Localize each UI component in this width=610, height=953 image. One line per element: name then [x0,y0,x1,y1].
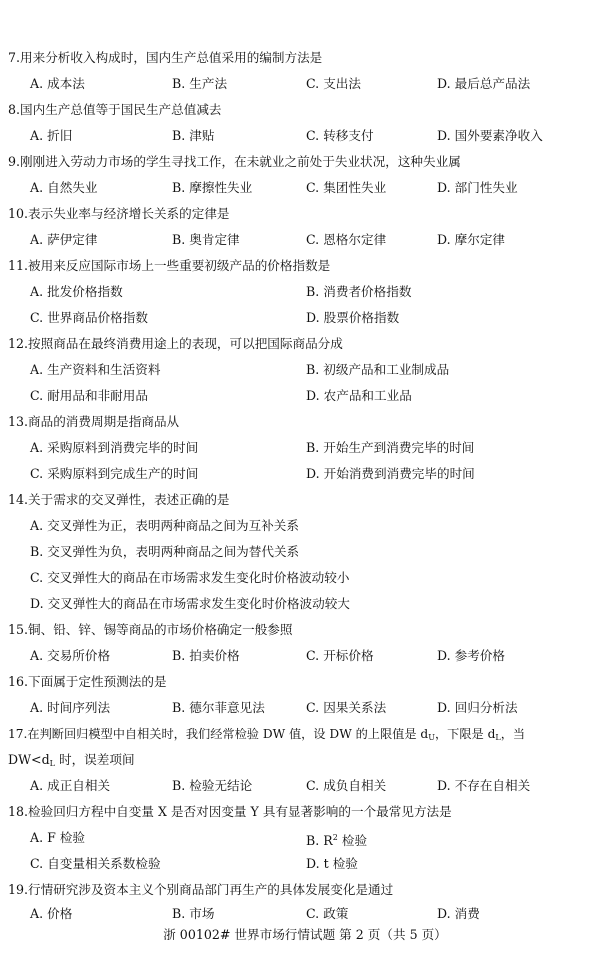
page-footer: 浙 00102# 世界市场行情试题 第 2 页（共 5 页） [163,927,447,942]
option-c: C. 恩格尔定律 [306,232,387,247]
subscript-l: L [495,733,501,742]
option-c: C. 交叉弹性大的商品在市场需求发生变化时价格波动较小 [30,570,350,585]
question-15-stem: 15.铜、铅、锌、锡等商品的市场价格确定一般参照 [8,622,293,637]
option-d: D. 最后总产品法 [437,76,531,91]
subscript-u: U [428,733,435,742]
option-a: A. 生产资料和生活资料 [30,362,161,377]
question-12-stem: 12.按照商品在最终消费用途上的表现，可以把国际商品分成 [8,336,343,351]
question-14-stem: 14.关于需求的交叉弹性，表述正确的是 [8,492,230,507]
option-b: B. 生产法 [172,76,228,91]
option-d: D. 参考价格 [437,648,506,663]
option-c: C. 自变量相关系数检验 [30,856,161,871]
option-c: C. 世界商品价格指数 [30,310,148,325]
option-c: C. 成负自相关 [306,778,387,793]
option-a: A. 萨伊定律 [30,232,98,247]
option-b: B. 开始生产到消费完毕的时间 [306,440,475,455]
option-d: D. 消费 [437,906,480,921]
option-a: A. 批发价格指数 [30,284,123,299]
option-a: A. 成本法 [30,76,85,91]
option-b: B. 摩擦性失业 [172,180,253,195]
superscript-2: 2 [332,833,338,842]
option-c: C. 支出法 [306,76,361,91]
option-c: C. 因果关系法 [306,700,387,715]
option-a: A. 交易所价格 [30,648,111,663]
option-d: D. 开始消费到消费完毕的时间 [306,466,475,481]
option-b: B. 津贴 [172,128,215,143]
stem2-text-part2: 时，误差项间 [54,752,135,767]
option-b: B. 市场 [172,906,215,921]
option-c: C. 开标价格 [306,648,374,663]
option-b: B. 奥肯定律 [172,232,240,247]
question-8-stem: 8.国内生产总值等于国民生产总值减去 [8,102,222,117]
stem-text-part2: ，下限是 d [434,727,496,741]
option-b: B. 拍卖价格 [172,648,240,663]
question-11-stem: 11.被用来反应国际市场上一些重要初级产品的价格指数是 [8,258,331,273]
option-b: B. 检验无结论 [172,778,253,793]
option-a: A. 交叉弹性为正，表明两种商品之间为互补关系 [30,518,299,533]
option-c: C. 采购原料到完成生产的时间 [30,466,199,481]
option-d: D. 部门性失业 [437,180,518,195]
stem2-text-part1: DW<d [8,752,50,767]
option-d: D. 摩尔定律 [437,232,506,247]
question-9-stem: 9.刚刚进入劳动力市场的学生寻找工作，在未就业之前处于失业状况，这种失业属 [8,154,461,169]
question-17-stem-line2 [0,752,610,772]
option-b-label: B. R [306,833,333,848]
option-b: B. 消费者价格指数 [306,284,412,299]
question-10-stem: 10.表示失业率与经济增长关系的定律是 [8,206,230,221]
question-16-stem: 16.下面属于定性预测法的是 [8,674,167,689]
question-7-stem: 7.用来分析收入构成时，国内生产总值采用的编制方法是 [8,50,323,65]
option-d: D. t 检验 [306,856,358,871]
option-d: D. 国外要素净收入 [437,128,543,143]
option-d: D. 股票价格指数 [306,310,400,325]
stem-text-part1: 17.在判断回归模型中自相关时，我们经常检验 DW 值，设 DW 的上限值是 d [8,727,429,741]
option-b: B. 初级产品和工业制成品 [306,362,450,377]
option-a: A. F 检验 [30,830,86,845]
option-d: D. 回归分析法 [437,700,518,715]
option-d: D. 农产品和工业品 [306,388,412,403]
option-c: C. 政策 [306,906,349,921]
option-c: C. 转移支付 [306,128,374,143]
option-d: D. 不存在自相关 [437,778,531,793]
subscript-l: L [49,759,55,768]
question-18-stem: 18.检验回归方程中自变量 X 是否对因变量 Y 具有显著影响的一个最常见方法是 [8,804,452,819]
option-c: C. 集团性失业 [306,180,387,195]
question-19-stem: 19.行情研究涉及资本主义个别商品部门再生产的具体发展变化是通过 [8,882,394,897]
stem-text-part3: ，当 [500,727,526,741]
option-b: B. 交叉弹性为负，表明两种商品之间为替代关系 [30,544,300,559]
option-d: D. 交叉弹性大的商品在市场需求发生变化时价格波动较大 [30,596,350,611]
option-b [306,830,367,849]
option-a: A. 成正自相关 [30,778,111,793]
option-a: A. 自然失业 [30,180,98,195]
option-b-tail: 检验 [337,833,368,848]
option-c: C. 耐用品和非耐用品 [30,388,148,403]
option-a: A. 价格 [30,906,73,921]
option-a: A. 采购原料到消费完毕的时间 [30,440,199,455]
option-b: B. 德尔菲意见法 [172,700,265,715]
question-13-stem: 13.商品的消费周期是指商品从 [8,414,180,429]
option-a: A. 时间序列法 [30,700,111,715]
option-a: A. 折旧 [30,128,73,143]
question-17-stem-line1 [0,726,610,746]
